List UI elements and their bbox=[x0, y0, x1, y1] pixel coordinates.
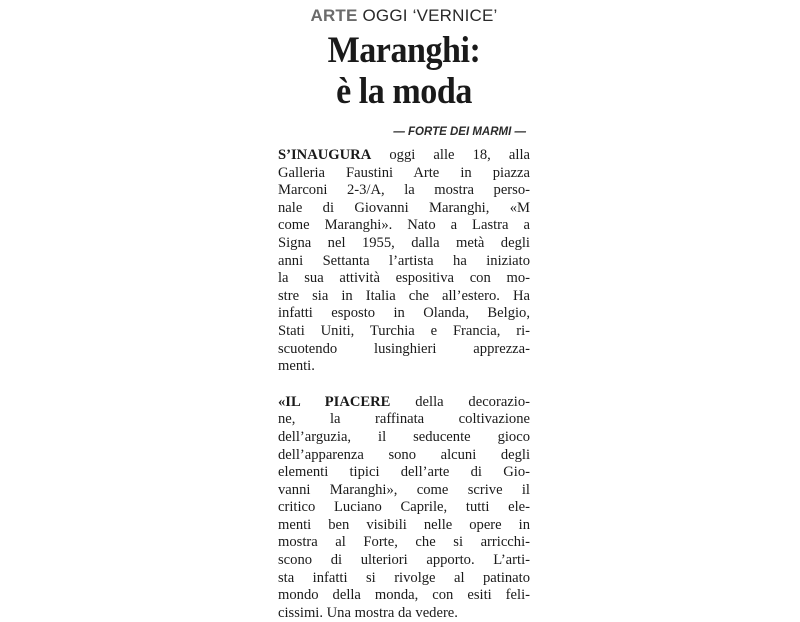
kicker-subtitle: OGGI ‘VERNICE’ bbox=[362, 6, 498, 25]
lead-in: S’INAUGURA bbox=[278, 147, 372, 163]
headline-line-1: Maranghi: bbox=[327, 30, 481, 71]
text-line: dell’arguzia, il seducente gioco bbox=[278, 428, 530, 445]
text-line: nale di Giovanni Maranghi, «M bbox=[278, 199, 530, 216]
text-line: scuotendo lusinghieri apprezza- bbox=[278, 340, 530, 357]
text-line: ne, la raffinata coltivazione bbox=[278, 411, 530, 428]
text-line: sta infatti si rivolge al patinato bbox=[278, 569, 530, 586]
text-line: mondo della monda, con esiti feli- bbox=[278, 587, 530, 604]
text-line: infatti esposto in Olanda, Belgio, bbox=[278, 305, 530, 322]
headline bbox=[288, 30, 520, 112]
article-body bbox=[278, 147, 530, 622]
newspaper-clipping bbox=[278, 2, 531, 621]
section-kicker bbox=[278, 6, 530, 26]
text-line: Signa nel 1955, dalla metà degli bbox=[278, 234, 530, 251]
lead-in: «IL PIACERE bbox=[278, 393, 391, 410]
text-line: mostra al Forte, che si arricchi- bbox=[278, 534, 530, 551]
text-line: cissimi. Una mostra da vedere. bbox=[278, 604, 458, 621]
text-line: vanni Maranghi», come scrive il bbox=[278, 481, 530, 498]
text-line: critico Luciano Caprile, tutti ele- bbox=[278, 499, 530, 516]
text-line: dell’apparenza sono alcuni degli bbox=[278, 446, 530, 463]
text-line: Marconi 2-3/A, la mostra perso- bbox=[278, 182, 530, 199]
section-label: ARTE bbox=[310, 6, 358, 25]
paragraph-1 bbox=[278, 147, 530, 376]
paragraph-2 bbox=[278, 394, 530, 622]
text-line: elementi tipici dell’arte di Gio- bbox=[278, 464, 530, 481]
text-line: menti. bbox=[278, 358, 315, 375]
text-line: stre sia in Italia che all’estero. Ha bbox=[278, 287, 530, 304]
text-line: S’INAUGURA oggi alle 18, alla bbox=[278, 147, 530, 163]
dateline: — FORTE DEI MARMI — bbox=[393, 126, 526, 138]
text-line: come Maranghi». Nato a Lastra a bbox=[278, 217, 530, 234]
text-line: la sua attività espositiva con mo- bbox=[278, 270, 530, 287]
text-line: «IL PIACERE della decorazio- bbox=[278, 393, 531, 410]
text-line: menti ben visibili nelle opere in bbox=[278, 516, 530, 533]
headline-line-2: è la moda bbox=[336, 71, 472, 112]
text-line: Stati Uniti, Turchia e Francia, ri- bbox=[278, 322, 530, 339]
text-line: Galleria Faustini Arte in piazza bbox=[278, 164, 530, 181]
text-line: scono di ulteriori apporto. L’arti- bbox=[278, 552, 530, 569]
text-line: anni Settanta l’artista ha iniziato bbox=[278, 252, 530, 269]
